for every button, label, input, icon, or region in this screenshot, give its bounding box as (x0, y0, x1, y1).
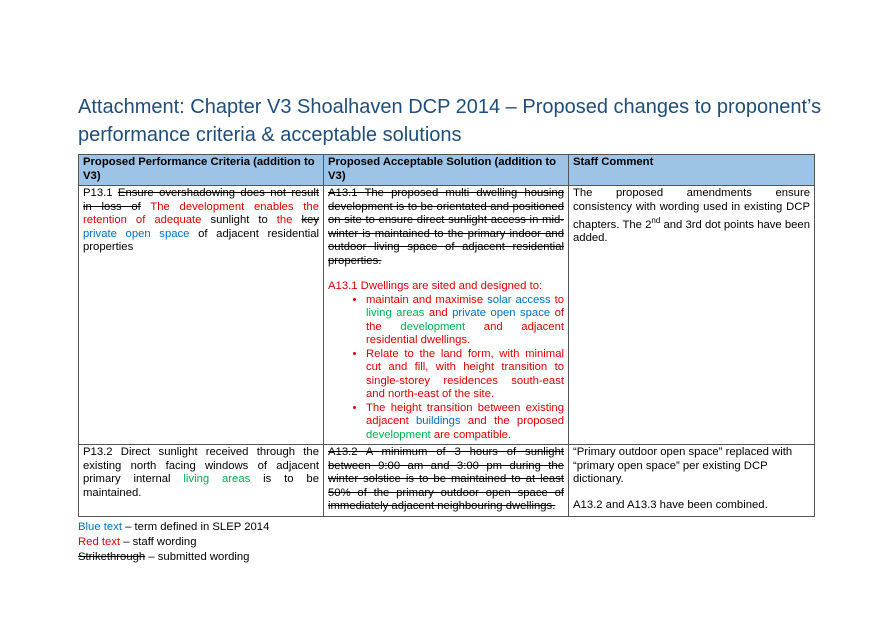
criteria-table (78, 154, 815, 517)
defined-term: solar access (487, 293, 551, 306)
list-item: • The height transition between existing adjacent buildings and the proposed development are compatible. (366, 402, 564, 443)
legend-red: Red text – staff wording (78, 536, 197, 548)
strike-text: key (301, 214, 320, 226)
staff-comment-cell (569, 445, 815, 517)
table-row (79, 186, 815, 445)
staff-text: the (276, 214, 293, 226)
page-title: Attachment: Chapter V3 Shoalhaven DCP 2014 – Proposed changes to proponent’s performance criteria & acceptable solutions (78, 96, 822, 146)
header-acceptable-solution: Proposed Acceptable Solution (addition to V3) (324, 155, 569, 186)
green-term: living areas (366, 307, 425, 319)
plain-text: of adjacent residential properties (83, 227, 320, 253)
defined-term: private open space (83, 227, 190, 240)
green-term: development (366, 428, 431, 441)
legend-blue: Blue text – term defined in SLEP 2014 (78, 521, 270, 533)
defined-term: private open space (452, 307, 551, 319)
superscript: nd (651, 216, 661, 225)
legend (78, 520, 269, 565)
list-item: • maintain and maximise solar access to living areas and private open space of the development and adjacent residential dwellings. (366, 294, 564, 348)
performance-criteria-cell (79, 186, 324, 445)
solution-bullets (328, 294, 564, 443)
plain-text: sunlight to (210, 214, 268, 226)
staff-text: The development enables the retention of adequate (83, 200, 319, 226)
criteria-id: P13.1 (83, 187, 113, 199)
strike-text: A13.2 A minimum of 3 hours of sunlight between 9:00 am and 3:00 pm during the winter solstice is to be maintained to at least 50% of the primary outdoor open space of immediately adjacent neighbouring dwellings. (328, 446, 564, 512)
strike-text: Ensure overshadowing does not result in loss of (83, 187, 319, 213)
comment-paragraph: A13.2 and A13.3 have been combined. (573, 498, 768, 511)
strike-text: A13.1 The proposed multi dwelling housing development is to be orientated and positioned on site to ensure direct sunlight access in mid-winter is maintained to the primary indoor and outdoor living space of adjacent residential properties. (328, 187, 564, 267)
comment-paragraph: “Primary outdoor open space” replaced with “primary open space” per existing DCP dictionary. (573, 446, 793, 485)
solution-intro: A13.1 Dwellings are sited and designed to: (328, 280, 543, 292)
table-row (79, 445, 815, 517)
defined-term: buildings (415, 415, 461, 427)
staff-comment-cell: The proposed amendments ensure consistency with wording used in existing DCP chapters. The 2nd and 3rd dot points have been added. (569, 186, 815, 445)
header-staff-comment: Staff Comment (569, 155, 815, 186)
acceptable-solution-cell (324, 186, 569, 445)
header-performance-criteria: Proposed Performance Criteria (addition to V3) (79, 155, 324, 186)
green-term: development (400, 320, 466, 333)
table-header-row (79, 155, 815, 186)
green-term: living areas (183, 473, 251, 485)
legend-strike: Strikethrough – submitted wording (78, 551, 250, 563)
acceptable-solution-cell (324, 445, 569, 517)
list-item: • Relate to the land form, with minimal cut and fill, with height transition to single-storey residences south-east and north-east of the site. (366, 348, 564, 402)
performance-criteria-cell: P13.2 Direct sunlight received through the existing north facing windows of adjacent primary internal living areas is to be maintained. (79, 445, 324, 517)
